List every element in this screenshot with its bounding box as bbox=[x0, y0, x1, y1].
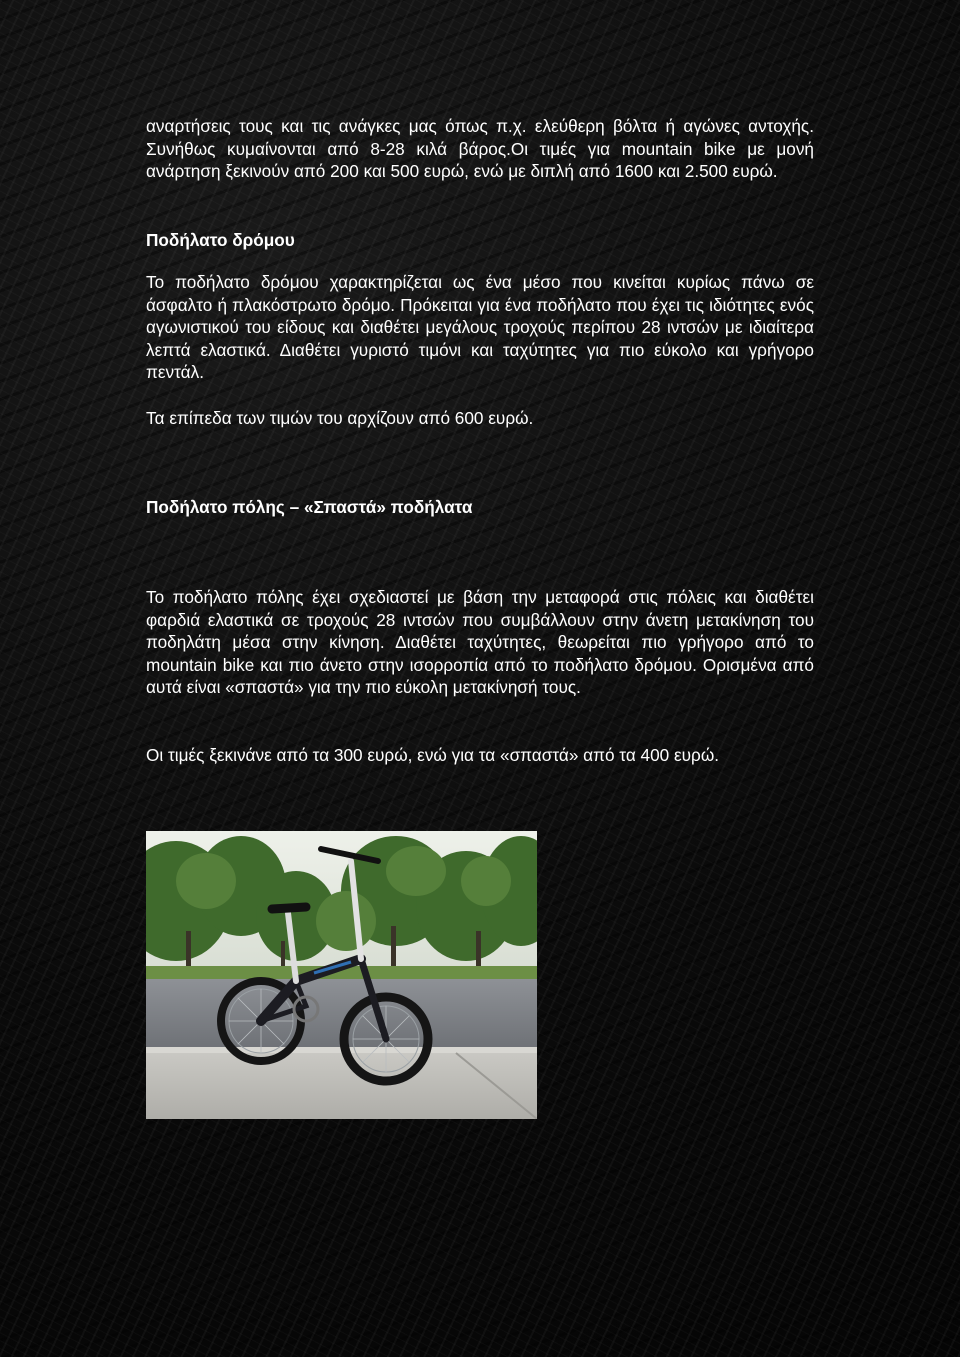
city-bike-heading: Ποδήλατο πόλης – «Σπαστά» ποδήλατα bbox=[146, 497, 473, 517]
intro-paragraph: αναρτήσεις τους και τις ανάγκες μας όπως π.χ. ελεύθερη βόλτα ή αγώνες αντοχής. Συνήθως κυμαίνονται από 8-28 κιλά βάρος.Οι τιμές για mountain bike με μονή ανάρτηση ξεκινούν από 200 και 500 ευρώ, ενώ με διπλή από 1600 και 2.500 ευρώ. bbox=[146, 116, 814, 182]
folding-bike-photo bbox=[146, 831, 537, 1119]
road-bike-heading: Ποδήλατο δρόμου bbox=[146, 230, 295, 250]
folding-bike-illustration bbox=[146, 831, 537, 1119]
city-bike-paragraph: Το ποδήλατο πόλης έχει σχεδιαστεί με βάση την μεταφορά στις πόλεις και διαθέτει φαρδιά ελαστικά σε τροχούς 28 ιντσών που συμβάλλουν στην άνετη μετακίνηση του ποδηλάτη μέσα στην κίνηση. Διαθέτει ταχύτητες, θεωρείται πιο γρήγορο από το mountain bike και πιο άνετο στην ισορροπία από το ποδήλατο δρόμου. Ορισμένα από αυτά είναι «σπαστά» για την πιο εύκολη μετακίνησή τους. bbox=[146, 587, 814, 698]
city-bike-price: Οι τιμές ξεκινάνε από τα 300 ευρώ, ενώ για τα «σπαστά» από τα 400 ευρώ. bbox=[146, 745, 720, 765]
road-bike-price: Τα επίπεδα των τιμών του αρχίζουν από 600 ευρώ. bbox=[146, 408, 534, 428]
road-bike-paragraph: Το ποδήλατο δρόμου χαρακτηρίζεται ως ένα μέσο που κινείται κυρίως πάνω σε άσφαλτο ή πλακόστρωτο δρόμο. Πρόκειται για ένα ποδήλατο που έχει τις ιδιότητες ενός αγωνιστικού του είδους και διαθέτει μεγάλους τροχούς περίπου 28 ιντσών με ιδιαίτερα λεπτά ελαστικά. Διαθέτει γυριστό τιμόνι και ταχύτητες για πιο εύκολο και γρήγορο πεντάλ. bbox=[146, 272, 814, 383]
